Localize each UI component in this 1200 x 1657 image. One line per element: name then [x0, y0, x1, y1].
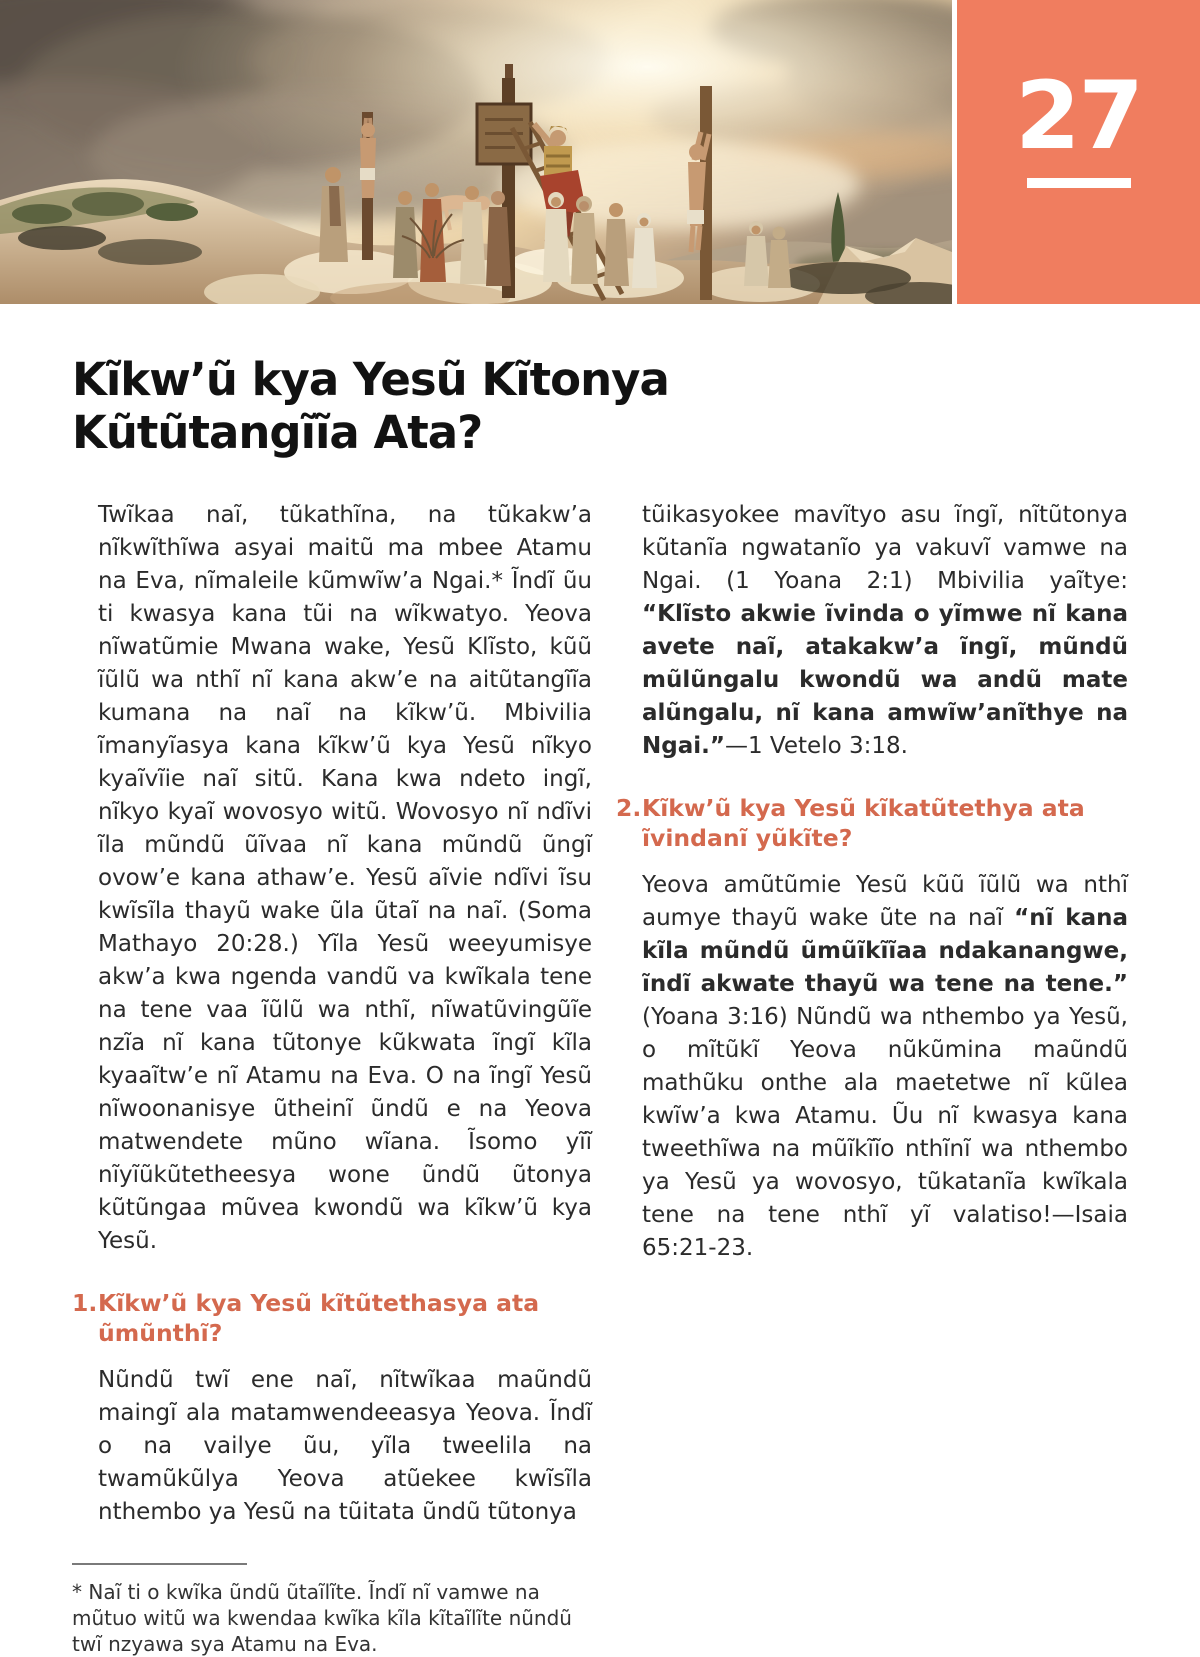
question-2-number: 2. [616, 794, 642, 823]
page-title-line2: Kũtũtangĩĩa Ata? [72, 405, 483, 459]
left-column [72, 499, 592, 1657]
crucifixion-scene-illustration [0, 0, 952, 304]
chapter-header [0, 0, 1200, 304]
question-1-heading [72, 1288, 592, 1348]
footnote-text: * Naĩ ti o kwĩka ũndũ ũtaĩlĩte. Ĩndĩ nĩ vamwe na mũtuo witũ wa kwendaa kwĩka kĩla kĩtaĩlĩte nũndũ twĩ nzyawa sya Atamu na Eva. [72, 1580, 572, 1657]
question-1-paragraph: Nũndũ twĩ ene naĩ, nĩtwĩkaa maũndũ maingĩ ala matamwendeeasya Yeova. Ĩndĩ o na vailye ũu, yĩla tweelila na twamũkũlya Yeova atũekee kwĩsĩla nthembo ya Yesũ na tũitata ũndũ tũtonya [98, 1367, 592, 1526]
question-1-text: Kĩkw’ũ kya Yesũ kĩtũtethasya ata ũmũnthĩ? [98, 1289, 540, 1348]
page-title [72, 354, 1200, 459]
page-title-line1: Kĩkw’ũ kya Yesũ Kĩtonya [72, 353, 669, 406]
chapter-number-underline [1027, 178, 1131, 188]
question-1-continuation-paragraph: tũikasyokee mavĩtyo asu ĩngĩ, nĩtũtonya kũtanĩa ngwatanĩo ya vakuvĩ vamwe na Ngai. (1 Yoana 2:1) Mbivilia yaĩtye: “Klĩsto akwie ĩvinda o yĩmwe nĩ kana avete naĩ, atakakw’a ĩngĩ, mũndũ mũlũngalu kwondũ wa andũ mate alũngalu, nĩ kana amwĩw’anĩthye na Ngai.”—1 Vetelo 3:18. [642, 502, 1128, 760]
footnote-divider [72, 1563, 247, 1565]
question-2-text: Kĩkw’ũ kya Yesũ kĩkatũtethya ata ĩvindanĩ yũkĩte? [642, 794, 1085, 853]
chapter-number: 27 [1015, 62, 1142, 171]
question-2-heading [616, 793, 1128, 853]
sign-board [477, 104, 531, 164]
question-1-number: 1. [72, 1289, 98, 1318]
chapter-number-badge [957, 0, 1200, 304]
question-2-paragraph: Yeova amũtũmie Yesũ kũũ ĩũlũ wa nthĩ aumye thayũ wake ũte na naĩ “nĩ kana kĩla mũndũ ũmũĩkĩĩaa ndakanangwe, ĩndĩ akwate thayũ wa tene na tene.” (Yoana 3:16) Nũndũ wa nthembo ya Yesũ, o mĩtũkĩ Yeova nũkũmina maũndũ mathũku onthe ala maetetwe nĩ kũlea kwĩw’a kwa Atamu. Ũu nĩ kwasya kana tweethĩwa na mũĩkĩĩo nthĩnĩ wa nthembo ya Yesũ ya wovosyo, tũkatanĩa kwĩkala tene na tene nthĩ yĩ valatiso!—Isaia 65:21-23. [642, 872, 1129, 1262]
two-column-body [72, 499, 1200, 1657]
right-column [616, 499, 1128, 1657]
intro-paragraph: Twĩkaa naĩ, tũkathĩna, na tũkakw’a nĩkwĩthĩwa asyai maitũ ma mbee Atamu na Eva, nĩmaleile kũmwĩw’a Ngai.* Ĩndĩ ũu ti kwasya kana tũi na wĩkwatyo. Yeova nĩwatũmie Mwana wake, Yesũ Klĩsto, kũũ ĩũlũ wa nthĩ nĩ kana akw’e na aitũtangĩĩa kumana na naĩ na kĩkw’ũ. Mbivilia ĩmanyĩasya kana kĩkw’ũ kya Yesũ nĩkyo kyaĩvĩie naĩ sitũ. Kana kwa ndeto ingĩ, nĩkyo kyaĩ wovosyo witũ. Wovosyo nĩ ndĩvi ĩla mũndũ ũĩvaa nĩ kana mũndũ ũngĩ ovow’e kana athaw’e. Yesũ aĩvie ndĩvi ĩsu kwĩsĩla thayũ wake ũla ũtaĩ na naĩ. (Soma Mathayo 20:28.) Yĩla Yesũ weeyumisye akw’a kwa ngenda vandũ va kwĩkala tene na tene vaa ĩũlũ wa nthĩ, nĩwatũvingũĩe nzĩa nĩ kana tũtonye kũkwata ĩngĩ kĩla kyaaĩtw’e nĩ Atamu na Eva. O na ĩngĩ Yesũ nĩwoonanisye ũtheinĩ ũndũ e na Yeova matwendete mũno wĩana. Ĩsomo yĩĩ nĩyĩũkũtetheesya wone ũndũ ũtonya kũtũngaa mũvea kwondũ wa kĩkw’ũ kya Yesũ. [98, 502, 592, 1255]
